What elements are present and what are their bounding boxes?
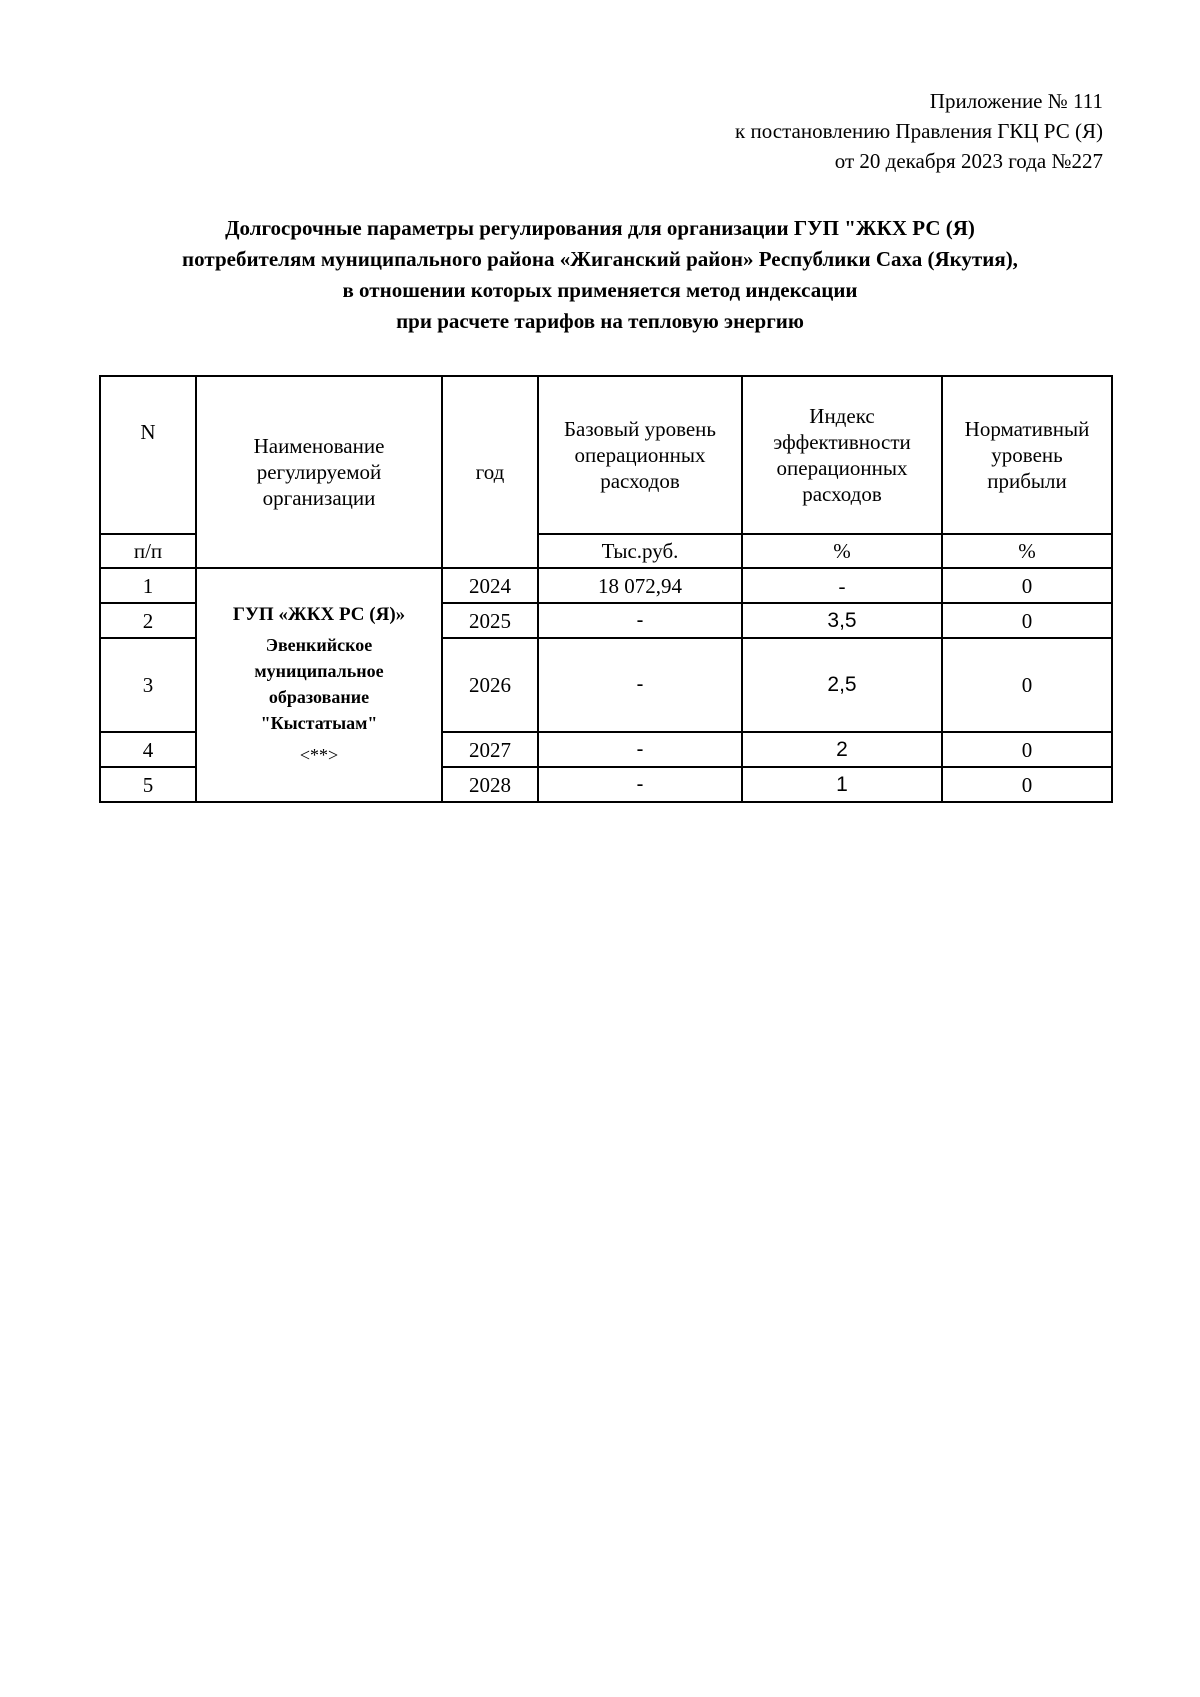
title-line-2: потребителям муниципального района «Жиганский район» Республики Саха (Якутия), [182,247,1018,271]
cell-normative-profit: 0 [942,568,1112,603]
header-n: N [100,376,196,534]
cell-base-level: - [538,767,742,802]
cell-efficiency-index: - [742,568,942,603]
cell-year: 2027 [442,732,538,767]
header-efficiency-index: Индекс эффективности операционных расходов [742,376,942,534]
cell-efficiency-index: 2,5 [742,638,942,732]
appendix-reference: к постановлению Правления ГКЦ РС (Я) [735,119,1103,143]
header-year: год [442,376,538,568]
parameters-table [99,375,1113,803]
cell-normative-profit: 0 [942,732,1112,767]
header-n-pp: п/п [100,534,196,568]
cell-efficiency-index: 2 [742,732,942,767]
unit-efficiency-index: % [742,534,942,568]
cell-normative-profit: 0 [942,767,1112,802]
cell-year: 2025 [442,603,538,638]
table-header-row [100,376,1112,534]
cell-normative-profit: 0 [942,603,1112,638]
document-title [60,213,1140,337]
header-normative-profit: Нормативный уровень прибыли [942,376,1112,534]
cell-efficiency-index: 1 [742,767,942,802]
table-row [100,568,1112,603]
cell-n: 5 [100,767,196,802]
title-line-4: при расчете тарифов на тепловую энергию [396,309,804,333]
cell-year: 2026 [442,638,538,732]
cell-year: 2028 [442,767,538,802]
cell-year: 2024 [442,568,538,603]
appendix-date: от 20 декабря 2023 года №227 [834,149,1103,173]
document-header [403,86,1103,176]
cell-normative-profit: 0 [942,638,1112,732]
header-base-level: Базовый уровень операционных расходов [538,376,742,534]
header-organization: Наименование регулируемой организации [196,376,442,568]
cell-base-level: - [538,732,742,767]
cell-n: 3 [100,638,196,732]
cell-n: 1 [100,568,196,603]
cell-efficiency-index: 3,5 [742,603,942,638]
parameters-table-wrapper [99,375,1111,803]
cell-n: 2 [100,603,196,638]
cell-base-level: - [538,603,742,638]
unit-normative-profit: % [942,534,1112,568]
unit-base-level: Тыс.руб. [538,534,742,568]
title-line-1: Долгосрочные параметры регулирования для организации ГУП "ЖКХ РС (Я) [225,216,975,240]
cell-n: 4 [100,732,196,767]
organization-note: <**> [299,745,339,765]
cell-base-level: 18 072,94 [538,568,742,603]
title-line-3: в отношении которых применяется метод индексации [342,278,858,302]
cell-base-level: - [538,638,742,732]
organization-name: ГУП «ЖКХ РС (Я)» [232,604,406,625]
organization-cell: ГУП «ЖКХ РС (Я)» Эвенкийское муниципальное образование "Кыстатыам" <**> [196,568,442,802]
appendix-number: Приложение № 111 [929,89,1103,113]
